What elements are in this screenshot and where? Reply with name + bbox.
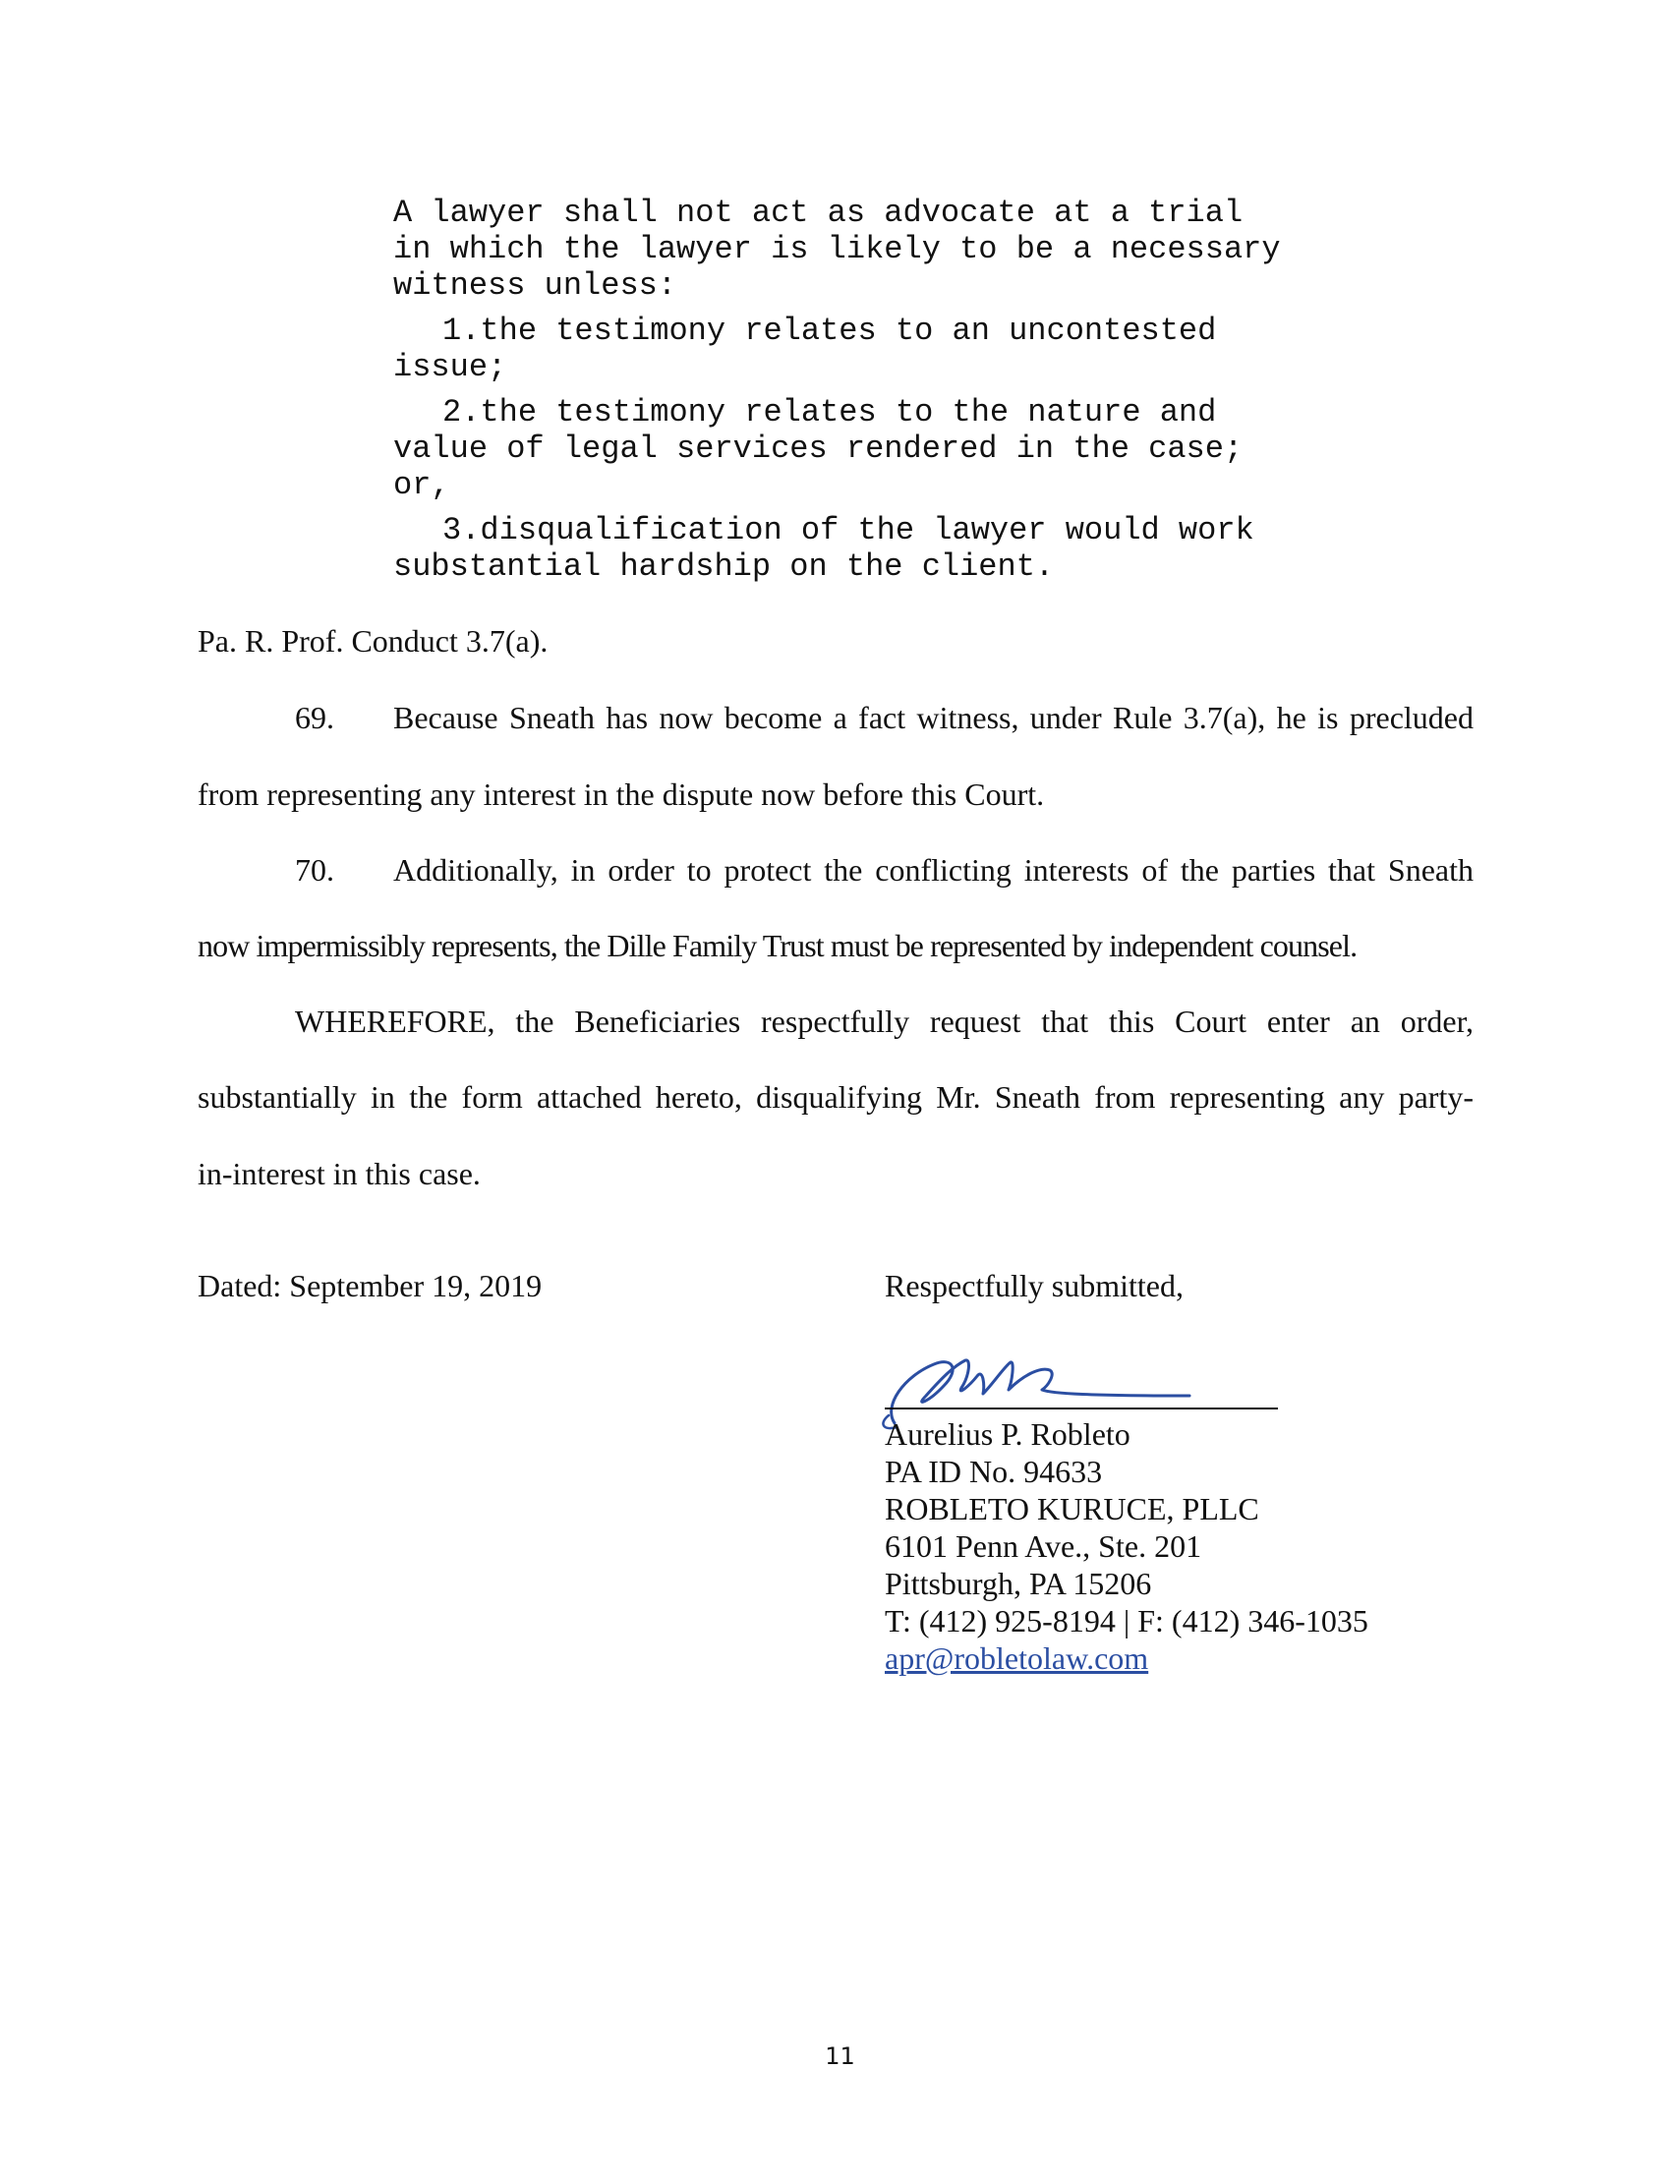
signer-address-2: Pittsburgh, PA 15206 [885, 1566, 1152, 1601]
citation: Pa. R. Prof. Conduct 3.7(a). [198, 623, 549, 659]
paragraph-text: Because Sneath has now become a fact witness, under Rule 3.7(a), he is precluded [393, 700, 1474, 735]
signer-address-1: 6101 Penn Ave., Ste. 201 [885, 1528, 1202, 1564]
item-marker: 1. [442, 313, 481, 349]
signer-id: PA ID No. 94633 [885, 1454, 1103, 1489]
quote-line: witness unless: [393, 267, 677, 304]
rule-quote [393, 195, 1281, 585]
signer-name: Aurelius P. Robleto [885, 1416, 1130, 1452]
paragraph-text: Additionally, in order to protect the conflicting interests of the parties that Sneath [393, 852, 1474, 888]
wherefore-text: WHEREFORE, the Beneficiaries respectfully request that this Court enter an order, [295, 1004, 1474, 1039]
closing-line: Respectfully submitted, [885, 1268, 1184, 1303]
paragraph-text: now impermissibly represents, the Dille Family Trust must be represented by independent counsel. [198, 928, 1358, 963]
signer-email-link[interactable]: apr@robletolaw.com [885, 1640, 1149, 1676]
paragraph-text: from representing any interest in the dispute now before this Court. [198, 776, 1045, 812]
dated-line: Dated: September 19, 2019 [198, 1268, 543, 1303]
quote-item-1 [393, 313, 1278, 385]
quote-line: A lawyer shall not act as advocate at a trial [393, 195, 1244, 231]
signature-line [885, 1408, 1278, 1409]
item-text: substantial hardship on the client. [393, 548, 1055, 585]
item-text: issue; [393, 349, 507, 385]
quote-item-2 [393, 394, 1278, 503]
item-marker: 3. [442, 512, 481, 548]
signer-block [885, 1415, 1368, 1677]
item-text: value of legal services rendered in the case; [393, 431, 1244, 467]
quote-item-3 [393, 512, 1278, 585]
wherefore-text: in-interest in this case. [198, 1156, 481, 1191]
paragraph-number: 70. [295, 852, 334, 888]
signer-phone: T: (412) 925-8194 | F: (412) 346-1035 [885, 1603, 1368, 1638]
item-marker: 2. [442, 394, 481, 431]
item-text: or, [393, 467, 450, 503]
item-text: the testimony relates to the nature and [480, 394, 1217, 431]
paragraph-number: 69. [295, 700, 334, 735]
quote-line: in which the lawyer is likely to be a necessary [393, 231, 1281, 267]
item-text: the testimony relates to an uncontested [480, 313, 1217, 349]
page-number: 11 [825, 2042, 855, 2070]
item-text: disqualification of the lawyer would work [480, 512, 1254, 548]
signer-firm: ROBLETO KURUCE, PLLC [885, 1491, 1259, 1526]
wherefore-text: substantially in the form attached hereto, disqualifying Mr. Sneath from representing any party- [198, 1079, 1474, 1115]
